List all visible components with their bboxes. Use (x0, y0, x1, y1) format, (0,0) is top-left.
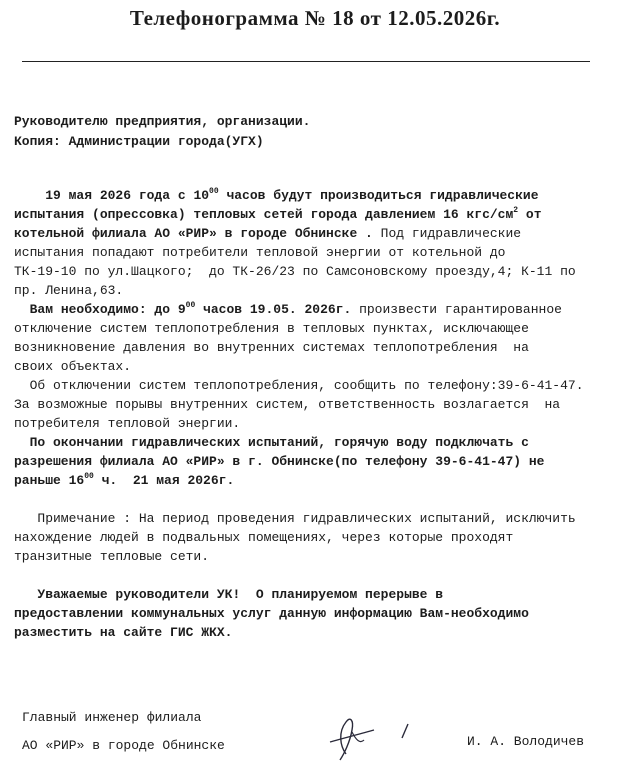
required-action-line3: возникновение давления во внутренних системах теплопотребления на (14, 340, 529, 355)
boiler-house-name: котельной филиала АО «РИР» в городе Обнинске . (14, 226, 373, 241)
appeal-text: Уважаемые руководители УК! О планируемом перерыве в (37, 587, 444, 602)
deadline-minutes: 00 (185, 301, 196, 310)
affected-addresses-end: пр. Ленина,63. (14, 283, 124, 298)
test-announcement-text: часов будут производиться гидравлические (218, 188, 539, 203)
pressure-unit-sup: 2 (513, 206, 519, 215)
required-action-line4: своих объектах. (14, 359, 132, 374)
appeal-text-line2: предоставлении коммунальных услуг данную информацию Вам-необходимо (14, 606, 529, 621)
deadline-date: часов 19.05. 2026г. (195, 302, 352, 317)
required-action-line2: отключение систем теплопотребления в тепловых пунктах, исключающее (14, 321, 529, 336)
title-underline (22, 61, 590, 62)
deadline-hour: : до 9 (138, 302, 186, 317)
test-pressure-from: от (518, 207, 542, 222)
paragraph-hot-water (14, 433, 620, 490)
affected-addresses: ТК-19-10 по ул.Шацкого; до ТК-26/23 по Самсоновскому проезду,4; К-11 по (14, 264, 576, 279)
signatory-title: Главный инженер филиала (22, 710, 202, 725)
affected-consumers: испытания попадают потребители тепловой энергии от котельной до (14, 245, 506, 260)
addressee-copy: Копия: Администрации города(УГХ) (14, 134, 264, 149)
test-start-minutes: 00 (209, 187, 219, 196)
responsibility-text: За возможные порывы внутренних систем, ответственность возлагается на (14, 397, 561, 412)
notification-phone-text: Об отключении систем теплопотребления, сообщить по телефону:39-6-41-47. (29, 378, 584, 393)
required-label: Вам необходимо (29, 302, 139, 317)
paragraph-notification (14, 376, 620, 433)
paragraph-test-announcement (14, 186, 620, 300)
document-body (14, 186, 620, 642)
hot-water-date: ч. 21 мая 2026г. (93, 473, 235, 488)
hot-water-time: раньше 16 (14, 473, 85, 488)
addressee-block (14, 112, 310, 152)
note-text-line3: транзитные тепловые сети. (14, 549, 210, 564)
addressee-recipient: Руководителю предприятия, организации. (14, 114, 311, 129)
note-text-line2: нахождение людей в подвальных помещениях, через которые проходят (14, 530, 514, 545)
paragraph-note (14, 509, 620, 566)
test-start-date: 19 мая 2026 года с 10 (45, 188, 210, 203)
document-title: Телефонограмма № 18 от 12.05.2026г. (129, 6, 501, 30)
signatory-organization: АО «РИР» в городе Обнинске (22, 738, 225, 753)
hot-water-permission: разрешения филиала АО «РИР» в г. Обнинске(по телефону 39-6-41-47) не (14, 454, 545, 469)
responsibility-text-end: потребителя тепловой энергии. (14, 416, 241, 431)
signatory-name: И. А. Володичев (467, 734, 585, 749)
required-action-text: произвести гарантированное (351, 302, 562, 317)
hot-water-minutes: 00 (84, 472, 94, 481)
paragraph-appeal (14, 585, 620, 642)
signatory-position (22, 704, 225, 760)
appeal-text-line3: разместить на сайте ГИС ЖКХ. (14, 625, 233, 640)
affected-intro: Под гидравлические (372, 226, 522, 241)
test-pressure-text: испытания (опрессовка) тепловых сетей города давлением 16 кгс/см (14, 207, 514, 222)
paragraph-required-actions (14, 300, 620, 376)
hot-water-text: По окончании гидравлических испытаний, горячую воду подключать с (29, 435, 529, 450)
handwritten-signature (316, 702, 436, 762)
note-text: Примечание : На период проведения гидравлических испытаний, исключить (37, 511, 576, 526)
